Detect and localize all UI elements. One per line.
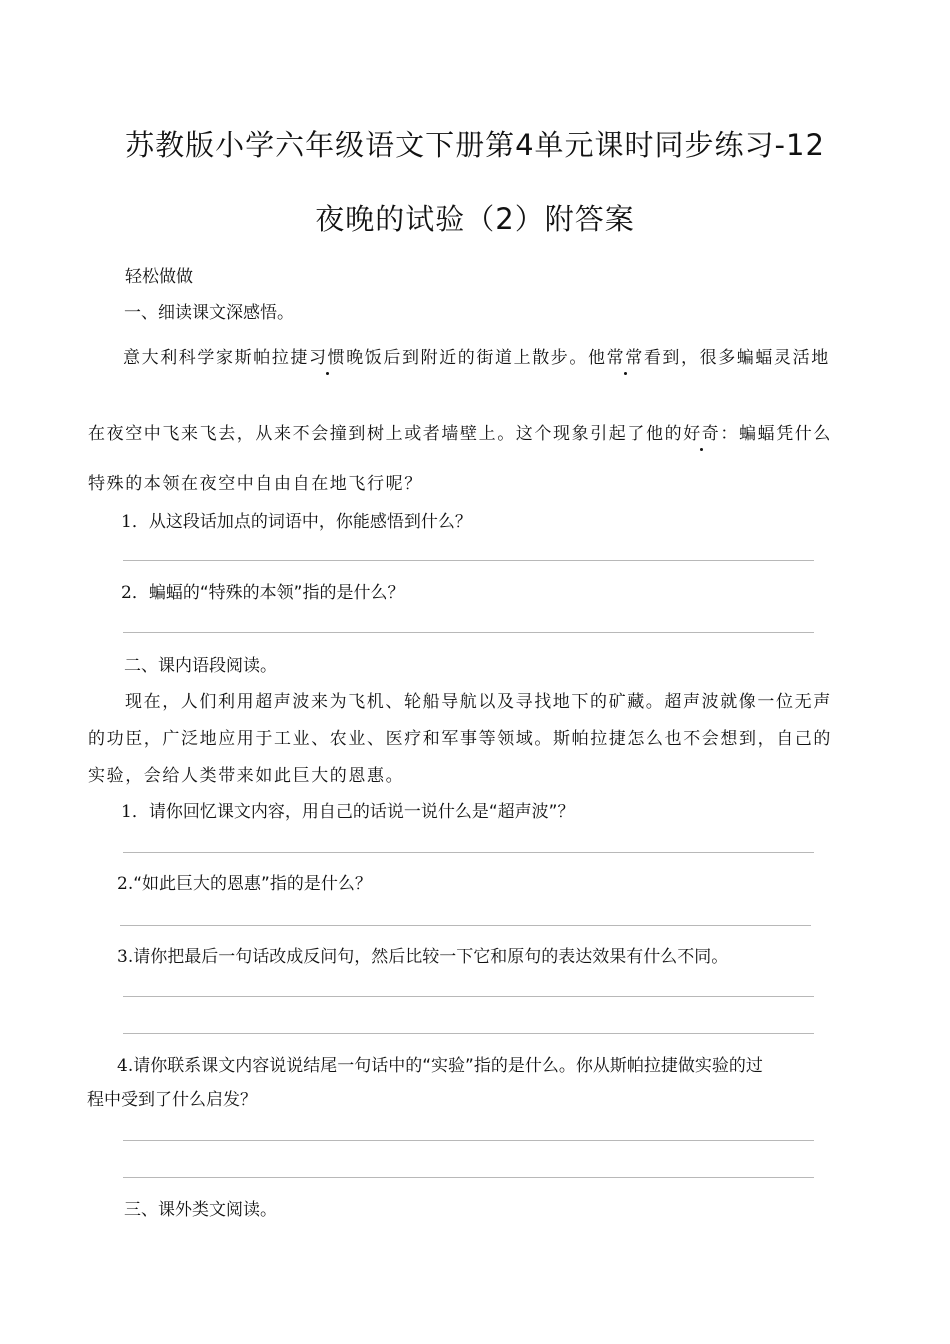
section2-question-2: 2.“如此巨大的恩惠”指的是什么？ [117,874,372,894]
page-title-line1: 苏教版小学六年级语文下册第4单元课时同步练习-12 [125,128,825,162]
section1-paragraph-line3: 特殊的本领在夜空中自由自在地飞行呢？ [88,474,423,494]
section2-question-1: 1．请你回忆课文内容，用自己的话说一说什么是“超声波”？ [121,802,575,822]
answer-line[interactable] [123,996,814,997]
answer-line[interactable] [120,925,811,926]
section2-paragraph-line3: 实验，会给人类带来如此巨大的恩惠。 [88,766,405,786]
section1-heading: 一、细读课文深感悟。 [124,303,294,323]
section2-question-4-line2: 程中受到了什么启发？ [87,1090,257,1110]
section2-question-3: 3.请你把最后一句话改成反问句，然后比较一下它和原句的表达效果有什么不同。 [117,947,729,967]
section3-heading: 三、课外类文阅读。 [124,1200,277,1220]
section2-heading: 二、课内语段阅读。 [124,656,277,676]
answer-line[interactable] [123,1033,814,1034]
section-easy-label: 轻松做做 [125,267,193,287]
section1-question-2: 2．蝙蝠的“特殊的本领”指的是什么？ [121,583,405,603]
section1-paragraph-line2: 在夜空中飞来飞去，从来不会撞到树上或者墙壁上。这个现象引起了他的好奇：蝙蝠凭什么 [88,419,832,444]
dotted-word-curious: 好奇 [683,419,720,444]
dotted-word-habit: 习惯 [309,343,346,368]
section1-paragraph-line1: 意大利科学家斯帕拉捷习惯晚饭后到附近的街道上散步。他常常看到，很多蝙蝠灵活地 [123,343,830,368]
answer-line[interactable] [123,1177,814,1178]
answer-line[interactable] [123,560,814,561]
section2-paragraph-line1: 现在，人们利用超声波来为飞机、轮船导航以及寻找地下的矿藏。超声波就像一位无声 [125,692,832,712]
answer-line[interactable] [123,632,814,633]
section1-question-1: 1．从这段话加点的词语中，你能感悟到什么？ [121,512,472,532]
answer-line[interactable] [123,1140,814,1141]
section2-paragraph-line2: 的功臣，广泛地应用于工业、农业、医疗和军事等领域。斯帕拉捷怎么也不会想到，自己的 [88,729,832,749]
page-title-line2: 夜晚的试验（2）附答案 [315,202,635,236]
section2-question-4-line1: 4.请你联系课文内容说说结尾一句话中的“实验”指的是什么。你从斯帕拉捷做实验的过 [117,1056,763,1076]
answer-line[interactable] [123,852,814,853]
dotted-word-often: 常常 [607,343,644,368]
